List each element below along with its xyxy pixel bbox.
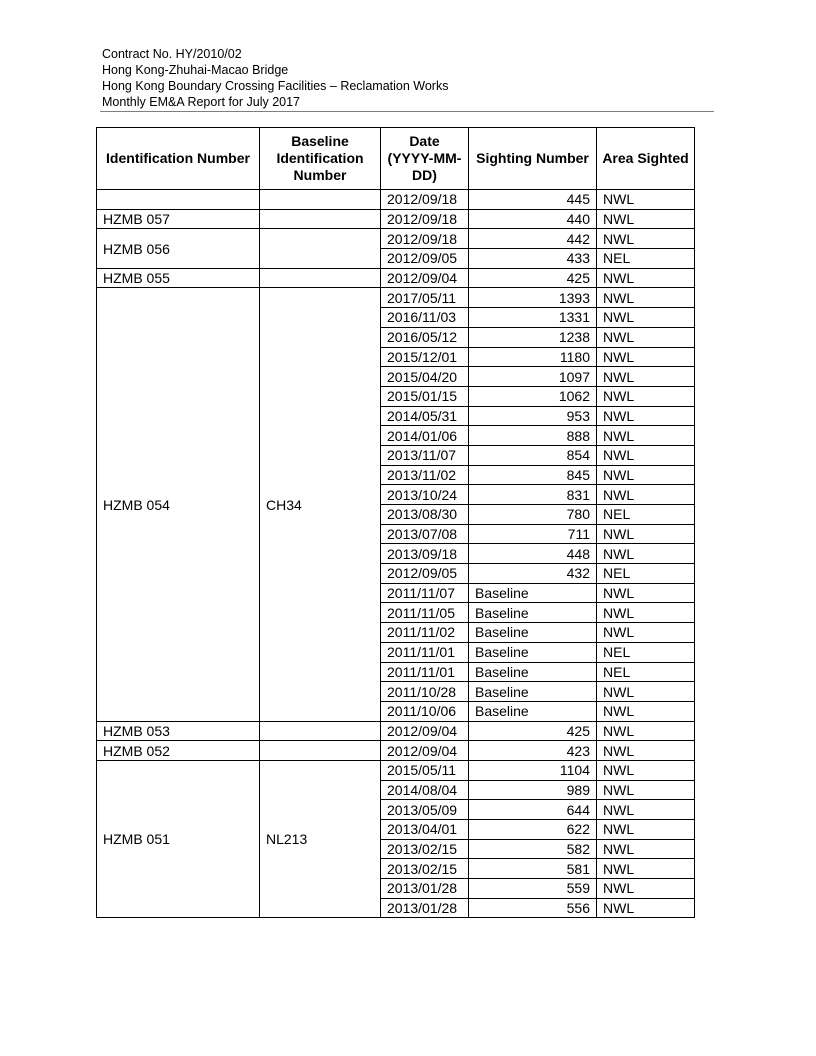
header-identification-number: Identification Number (97, 128, 260, 190)
date-cell: 2016/11/03 (381, 308, 469, 328)
identification-number-cell: HZMB 057 (97, 209, 260, 229)
contract-number: Contract No. HY/2010/02 (102, 47, 242, 61)
identification-number-cell: HZMB 055 (97, 268, 260, 288)
area-cell: NWL (597, 445, 695, 465)
sighting-number-cell: Baseline (469, 623, 597, 643)
project-subtitle: Hong Kong Boundary Crossing Facilities – Reclamation Works (102, 79, 449, 93)
area-cell: NWL (597, 268, 695, 288)
header-date: Date (YYYY-MM-DD) (381, 128, 469, 190)
sighting-number-cell: 845 (469, 465, 597, 485)
sighting-number-cell: 1180 (469, 347, 597, 367)
table-row (97, 741, 695, 761)
area-cell: NWL (597, 682, 695, 702)
sighting-number-cell: 425 (469, 721, 597, 741)
identification-number-cell: HZMB 052 (97, 741, 260, 761)
sighting-number-cell: 1097 (469, 367, 597, 387)
date-cell: 2013/01/28 (381, 879, 469, 899)
header-divider (100, 111, 714, 112)
baseline-id-cell: NL213 (260, 760, 381, 918)
area-cell: NWL (597, 898, 695, 918)
date-cell: 2012/09/05 (381, 249, 469, 269)
area-cell: NWL (597, 426, 695, 446)
area-cell: NWL (597, 485, 695, 505)
identification-number-cell: HZMB 056 (97, 229, 260, 268)
sighting-number-cell: 1331 (469, 308, 597, 328)
baseline-id-cell (260, 190, 381, 210)
sighting-number-cell: 556 (469, 898, 597, 918)
table-row (97, 760, 695, 780)
date-cell: 2013/08/30 (381, 505, 469, 525)
area-cell: NWL (597, 583, 695, 603)
table-row (97, 721, 695, 741)
sighting-number-cell: 989 (469, 780, 597, 800)
sighting-number-cell: Baseline (469, 682, 597, 702)
sighting-number-cell: 1104 (469, 760, 597, 780)
document-header (102, 46, 448, 110)
area-cell: NWL (597, 308, 695, 328)
sighting-number-cell: 622 (469, 820, 597, 840)
date-cell: 2011/11/02 (381, 623, 469, 643)
area-cell: NWL (597, 721, 695, 741)
area-cell: NWL (597, 603, 695, 623)
area-cell: NWL (597, 209, 695, 229)
identification-number-cell: HZMB 053 (97, 721, 260, 741)
date-cell: 2013/11/02 (381, 465, 469, 485)
baseline-id-cell (260, 209, 381, 229)
date-cell: 2011/11/01 (381, 642, 469, 662)
date-cell: 2013/01/28 (381, 898, 469, 918)
date-cell: 2012/09/18 (381, 229, 469, 249)
header-area-sighted: Area Sighted (597, 128, 695, 190)
area-cell: NWL (597, 386, 695, 406)
baseline-id-cell (260, 721, 381, 741)
date-cell: 2013/09/18 (381, 544, 469, 564)
date-cell: 2012/09/04 (381, 741, 469, 761)
report-title: Monthly EM&A Report for July 2017 (102, 95, 301, 109)
sightings-table (96, 127, 695, 918)
sighting-number-cell: 831 (469, 485, 597, 505)
area-cell: NWL (597, 190, 695, 210)
sighting-number-cell: 711 (469, 524, 597, 544)
sighting-number-cell: Baseline (469, 583, 597, 603)
area-cell: NWL (597, 859, 695, 879)
date-cell: 2012/09/04 (381, 268, 469, 288)
table-row (97, 229, 695, 249)
date-cell: 2012/09/04 (381, 721, 469, 741)
date-cell: 2014/05/31 (381, 406, 469, 426)
sighting-number-cell: 559 (469, 879, 597, 899)
sighting-number-cell: Baseline (469, 701, 597, 721)
sighting-number-cell: 440 (469, 209, 597, 229)
date-cell: 2015/01/15 (381, 386, 469, 406)
date-cell: 2017/05/11 (381, 288, 469, 308)
date-cell: 2011/11/01 (381, 662, 469, 682)
sighting-number-cell: 1393 (469, 288, 597, 308)
header-baseline-identification: Baseline Identification Number (260, 128, 381, 190)
sighting-number-cell: Baseline (469, 603, 597, 623)
area-cell: NWL (597, 347, 695, 367)
baseline-id-cell: CH34 (260, 288, 381, 721)
area-cell: NWL (597, 701, 695, 721)
date-cell: 2012/09/05 (381, 564, 469, 584)
sighting-number-cell: 1062 (469, 386, 597, 406)
date-cell: 2011/10/06 (381, 701, 469, 721)
date-cell: 2012/09/18 (381, 190, 469, 210)
baseline-id-cell (260, 229, 381, 268)
table-row (97, 209, 695, 229)
table-header-row (97, 128, 695, 190)
sighting-number-cell: 433 (469, 249, 597, 269)
area-cell: NWL (597, 820, 695, 840)
table-body (97, 190, 695, 918)
date-cell: 2011/11/05 (381, 603, 469, 623)
date-cell: 2015/05/11 (381, 760, 469, 780)
area-cell: NWL (597, 288, 695, 308)
sighting-number-cell: 854 (469, 445, 597, 465)
baseline-id-cell (260, 268, 381, 288)
sighting-number-cell: 445 (469, 190, 597, 210)
date-cell: 2012/09/18 (381, 209, 469, 229)
sighting-number-cell: 442 (469, 229, 597, 249)
sighting-number-cell: 582 (469, 839, 597, 859)
table-row (97, 288, 695, 308)
area-cell: NWL (597, 800, 695, 820)
sighting-number-cell: 581 (469, 859, 597, 879)
project-name: Hong Kong-Zhuhai-Macao Bridge (102, 63, 289, 77)
sighting-number-cell: 644 (469, 800, 597, 820)
date-cell: 2014/01/06 (381, 426, 469, 446)
date-cell: 2013/10/24 (381, 485, 469, 505)
sighting-number-cell: 448 (469, 544, 597, 564)
sighting-number-cell: 780 (469, 505, 597, 525)
date-cell: 2015/12/01 (381, 347, 469, 367)
date-cell: 2014/08/04 (381, 780, 469, 800)
area-cell: NEL (597, 505, 695, 525)
area-cell: NWL (597, 229, 695, 249)
identification-number-cell: HZMB 054 (97, 288, 260, 721)
identification-number-cell: HZMB 051 (97, 760, 260, 918)
sighting-number-cell: 432 (469, 564, 597, 584)
header-sighting-number: Sighting Number (469, 128, 597, 190)
date-cell: 2013/07/08 (381, 524, 469, 544)
table-row (97, 190, 695, 210)
date-cell: 2015/04/20 (381, 367, 469, 387)
area-cell: NEL (597, 249, 695, 269)
date-cell: 2013/11/07 (381, 445, 469, 465)
sighting-number-cell: 423 (469, 741, 597, 761)
date-cell: 2011/10/28 (381, 682, 469, 702)
area-cell: NEL (597, 642, 695, 662)
date-cell: 2013/02/15 (381, 839, 469, 859)
area-cell: NEL (597, 564, 695, 584)
date-cell: 2013/02/15 (381, 859, 469, 879)
identification-number-cell (97, 190, 260, 210)
date-cell: 2016/05/12 (381, 327, 469, 347)
sighting-number-cell: 425 (469, 268, 597, 288)
area-cell: NWL (597, 327, 695, 347)
table-row (97, 268, 695, 288)
date-cell: 2013/05/09 (381, 800, 469, 820)
sighting-number-cell: 1238 (469, 327, 597, 347)
area-cell: NWL (597, 623, 695, 643)
area-cell: NWL (597, 741, 695, 761)
area-cell: NWL (597, 524, 695, 544)
sighting-number-cell: 953 (469, 406, 597, 426)
area-cell: NWL (597, 406, 695, 426)
area-cell: NWL (597, 465, 695, 485)
area-cell: NEL (597, 662, 695, 682)
area-cell: NWL (597, 367, 695, 387)
sighting-number-cell: 888 (469, 426, 597, 446)
area-cell: NWL (597, 760, 695, 780)
area-cell: NWL (597, 839, 695, 859)
sighting-number-cell: Baseline (469, 642, 597, 662)
date-cell: 2013/04/01 (381, 820, 469, 840)
baseline-id-cell (260, 741, 381, 761)
area-cell: NWL (597, 780, 695, 800)
area-cell: NWL (597, 544, 695, 564)
sighting-number-cell: Baseline (469, 662, 597, 682)
date-cell: 2011/11/07 (381, 583, 469, 603)
area-cell: NWL (597, 879, 695, 899)
